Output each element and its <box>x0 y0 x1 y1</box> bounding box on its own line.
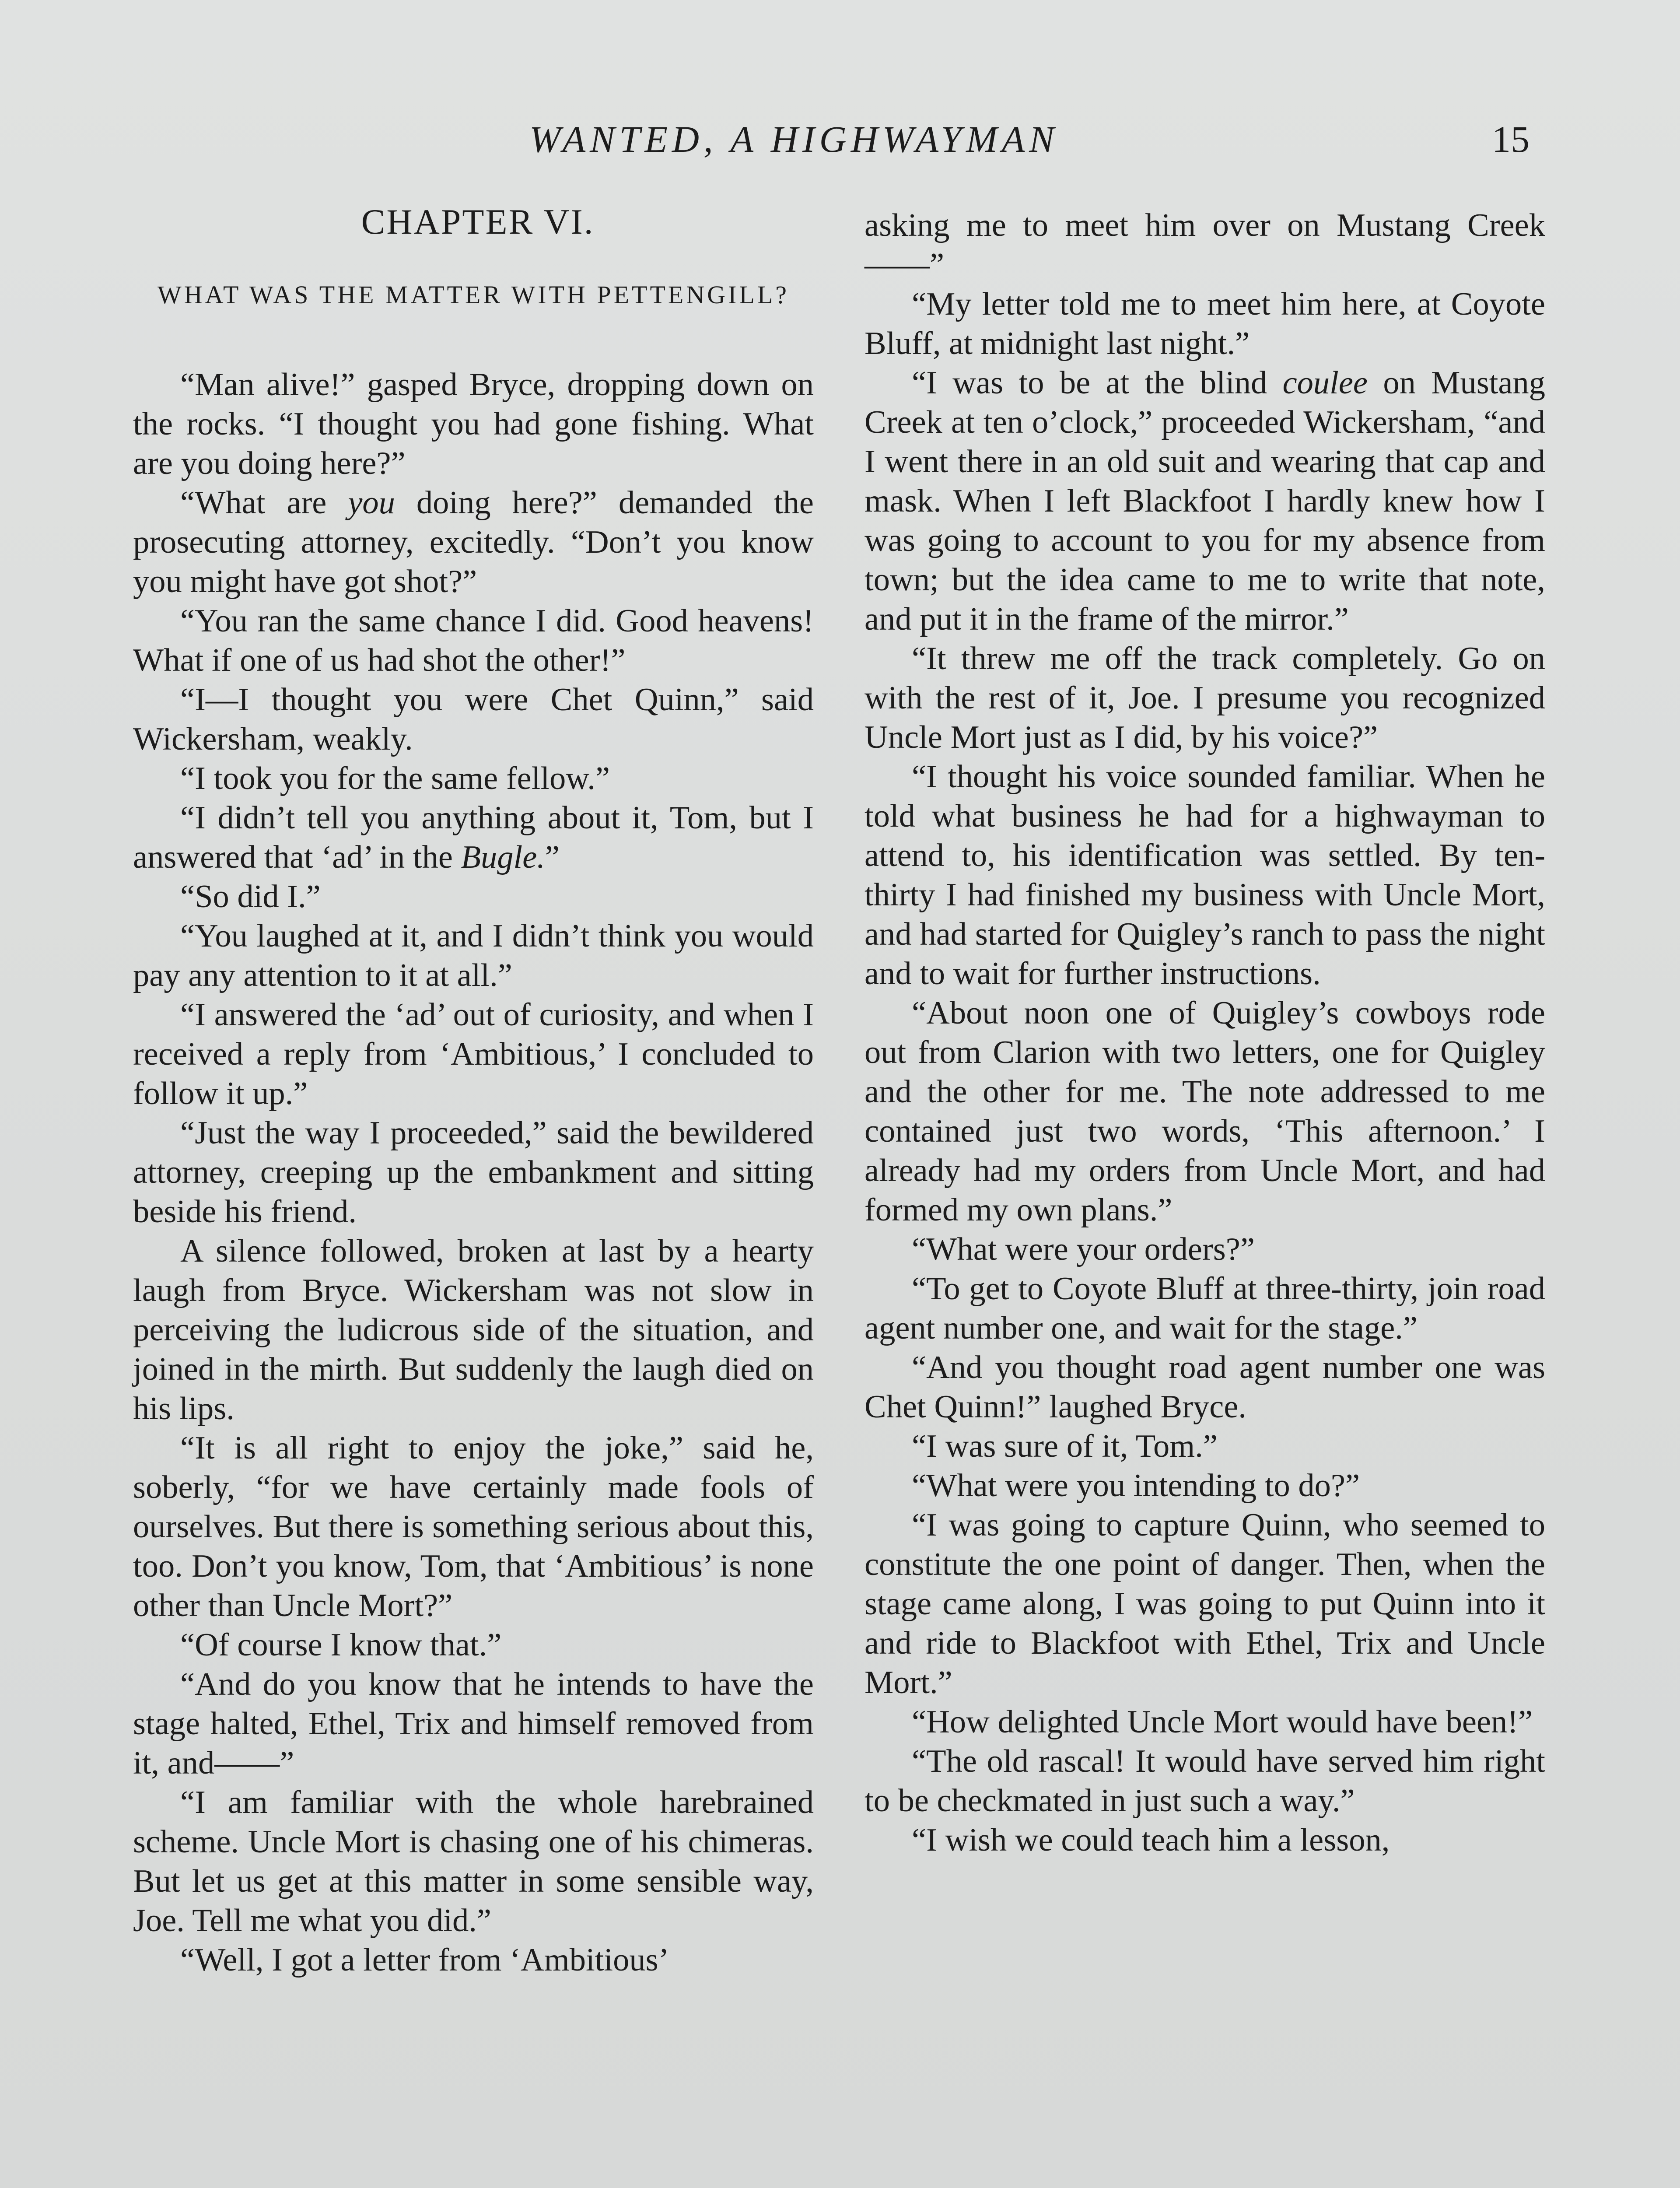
paragraph: “I was sure of it, Tom.” <box>912 1428 1218 1464</box>
paragraph <box>133 798 814 877</box>
paragraph: “And do you know that he intends to have the stage halted, Ethel, Trix and himself removed from it, and——” <box>133 1666 814 1781</box>
paragraph-text: “I was to be at the blind <box>912 365 1283 401</box>
paragraph-text: “What are <box>180 485 348 521</box>
paragraph <box>864 363 1545 639</box>
paragraph: “To get to Coyote Bluff at three-thirty, join road agent number one, and wait for the stage.” <box>864 1271 1545 1346</box>
paragraph: “About noon one of Quigley’s cowboys rode out from Clarion with two letters, one for Quigley and the other for me. The note addressed to me contained just two words, ‘This afternoon.’ I already had my orders from Uncle Mort, and had formed my own plans.” <box>864 995 1545 1228</box>
paragraph: “What were you intending to do?” <box>912 1468 1360 1504</box>
paragraph: “It threw me off the track completely. Go on with the rest of it, Joe. I presume you recognized Uncle Mort just as I did, by his voice?” <box>864 641 1545 755</box>
paragraph-text: ” <box>545 839 560 875</box>
paragraph: “The old rascal! It would have served him right to be checkmated in just such a way.” <box>864 1743 1545 1819</box>
paragraph: “I was going to capture Quinn, who seemed to constitute the one point of danger. Then, when the stage came along, I was going to put Quinn into it and ride to Blackfoot with Ethel, Trix and Uncle Mort.” <box>864 1507 1545 1701</box>
paragraph-text: on Mustang Creek at ten o’clock,” proceeded Wickersham, “and I went there in an old suit and wearing that cap and mask. When I left Blackfoot I hardly knew how I was going to account to you for my absence from town; but the idea came to me to write that note, and put it in the frame of the mirror.” <box>864 365 1545 637</box>
paragraph: asking me to meet him over on Mustang Creek——” <box>864 207 1545 283</box>
paragraph: “Of course I know that.” <box>180 1627 502 1663</box>
paragraph: “You laughed at it, and I didn’t think you would pay any attention to it at all.” <box>133 918 814 993</box>
running-head <box>0 117 1680 165</box>
paragraph: “You ran the same chance I did. Good heavens! What if one of us had shot the other!” <box>133 603 814 678</box>
paragraph: “I am familiar with the whole harebrained scheme. Uncle Mort is chasing one of his chimeras. But let us get at this matter in some sensible way, Joe. Tell me what you did.” <box>133 1785 814 1939</box>
paragraph: “I—I thought you were Chet Quinn,” said Wickersham, weakly. <box>133 682 814 757</box>
left-paragraphs <box>133 365 814 1980</box>
paragraph: “How delighted Uncle Mort would have been!” <box>912 1704 1533 1740</box>
chapter-subtitle: WHAT WAS THE MATTER WITH PETTENGILL? <box>157 281 790 309</box>
running-title: WANTED, A HIGHWAYMAN <box>529 118 1059 160</box>
paragraph: “I answered the ‘ad’ out of curiosity, and when I received a reply from ‘Ambitious,’ I concluded to follow it up.” <box>133 997 814 1112</box>
paragraph: “I took you for the same fellow.” <box>180 761 610 796</box>
paragraph: “I thought his voice sounded familiar. When he told what business he had for a highwayman to attend to, his identification was settled. By ten-thirty I had finished my business with Uncle Mort, and had started for Quigley’s ranch to pass the night and to wait for further instructions. <box>864 759 1545 992</box>
paragraph-text: “I didn’t tell you anything about it, Tom, but I answered that ‘ad’ in the <box>133 800 814 875</box>
paragraph-text: doing here?” demanded the prosecuting attorney, excitedly. “Don’t you know you might have got shot?” <box>133 485 814 600</box>
paragraph: “My letter told me to meet him here, at Coyote Bluff, at midnight last night.” <box>864 286 1545 361</box>
page-number: 15 <box>1492 118 1530 160</box>
paragraph: “Man alive!” gasped Bryce, dropping down on the rocks. “I thought you had gone fishing. What are you doing here?” <box>133 367 814 481</box>
right-column <box>864 206 1545 1860</box>
italic-word: coulee <box>1282 365 1368 401</box>
paragraph: “I wish we could teach him a lesson, <box>912 1822 1390 1858</box>
paragraph: “What were your orders?” <box>912 1231 1255 1267</box>
paragraph: “And you thought road agent number one was Chet Quinn!” laughed Bryce. <box>864 1350 1545 1425</box>
paragraph: “It is all right to enjoy the joke,” said he, soberly, “for we have certainly made fools of ourselves. But there is something serious about this, too. Don’t you know, Tom, that ‘Ambitious’ is none other than Uncle Mort?” <box>133 1430 814 1623</box>
italic-word: you <box>348 485 395 521</box>
italic-word: Bugle. <box>461 839 545 875</box>
paragraph <box>133 483 814 601</box>
chapter-title: CHAPTER VI. <box>361 202 595 242</box>
paragraph: “Just the way I proceeded,” said the bewildered attorney, creeping up the embankment and sitting beside his friend. <box>133 1115 814 1230</box>
right-paragraphs <box>864 206 1545 1860</box>
paragraph: “Well, I got a letter from ‘Ambitious’ <box>180 1942 669 1978</box>
left-column <box>133 202 814 1980</box>
paragraph: A silence followed, broken at last by a hearty laugh from Bryce. Wickersham was not slow in perceiving the ludicrous side of the situation, and joined in the mirth. But suddenly the laugh died on his lips. <box>133 1233 814 1427</box>
paragraph: “So did I.” <box>180 879 321 915</box>
